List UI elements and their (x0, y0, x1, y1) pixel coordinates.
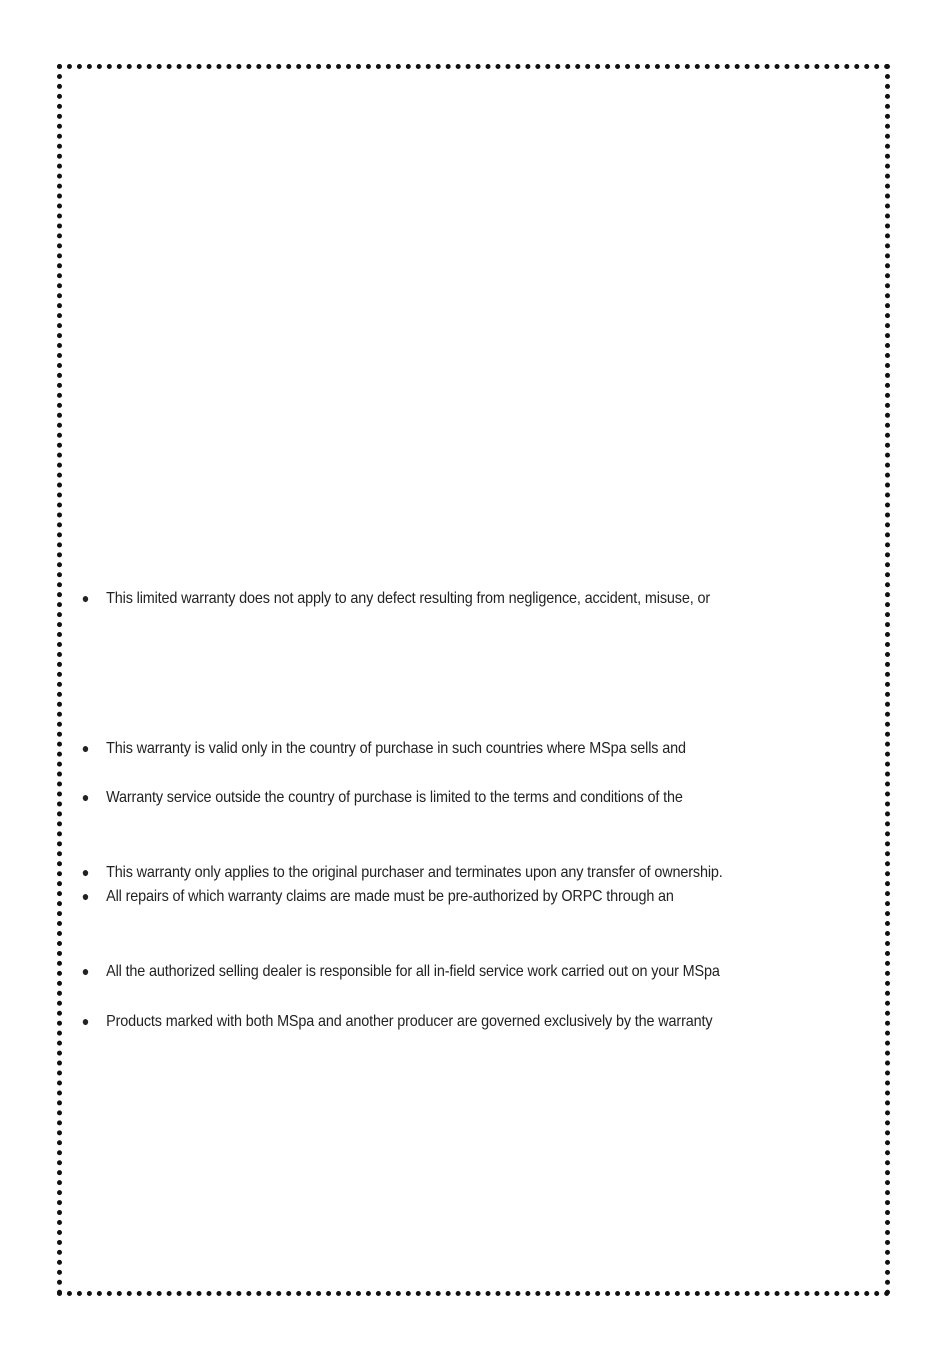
warranty-term-negligence (80, 588, 710, 609)
bullet-icon: ● (81, 1013, 90, 1029)
warranty-term-text: Products marked with both MSpa and another producer are governed exclusively by the warranty (106, 1013, 713, 1030)
bullet-icon: ● (81, 963, 90, 979)
bullet-icon: ● (81, 789, 90, 805)
bullet-icon: ● (81, 864, 90, 880)
bullet-icon: ● (81, 888, 90, 904)
warranty-term-text: Warranty service outside the country of purchase is limited to the terms and conditions of the (106, 789, 683, 806)
warranty-term-country-validity (80, 738, 686, 759)
warranty-term-dealer-service (80, 961, 720, 982)
warranty-term-co-branded-products (80, 1011, 712, 1032)
warranty-term-text: This warranty is valid only in the country of purchase in such countries where MSpa sells and (106, 740, 686, 757)
warranty-term-original-purchaser (80, 862, 723, 883)
warranty-term-pre-authorized-repairs (80, 886, 674, 907)
warranty-term-text: All repairs of which warranty claims are made must be pre-authorized by ORPC through an (106, 888, 674, 905)
bullet-icon: ● (81, 590, 90, 606)
warranty-term-text: All the authorized selling dealer is responsible for all in-field service work carried out on your MSpa (106, 963, 720, 980)
warranty-term-text: This warranty only applies to the original purchaser and terminates upon any transfer of ownership. (106, 864, 723, 881)
bullet-icon: ● (81, 740, 90, 756)
page-border (57, 64, 890, 1296)
warranty-term-text: This limited warranty does not apply to any defect resulting from negligence, accident, misuse, or (106, 590, 710, 607)
warranty-term-outside-country (80, 787, 683, 808)
